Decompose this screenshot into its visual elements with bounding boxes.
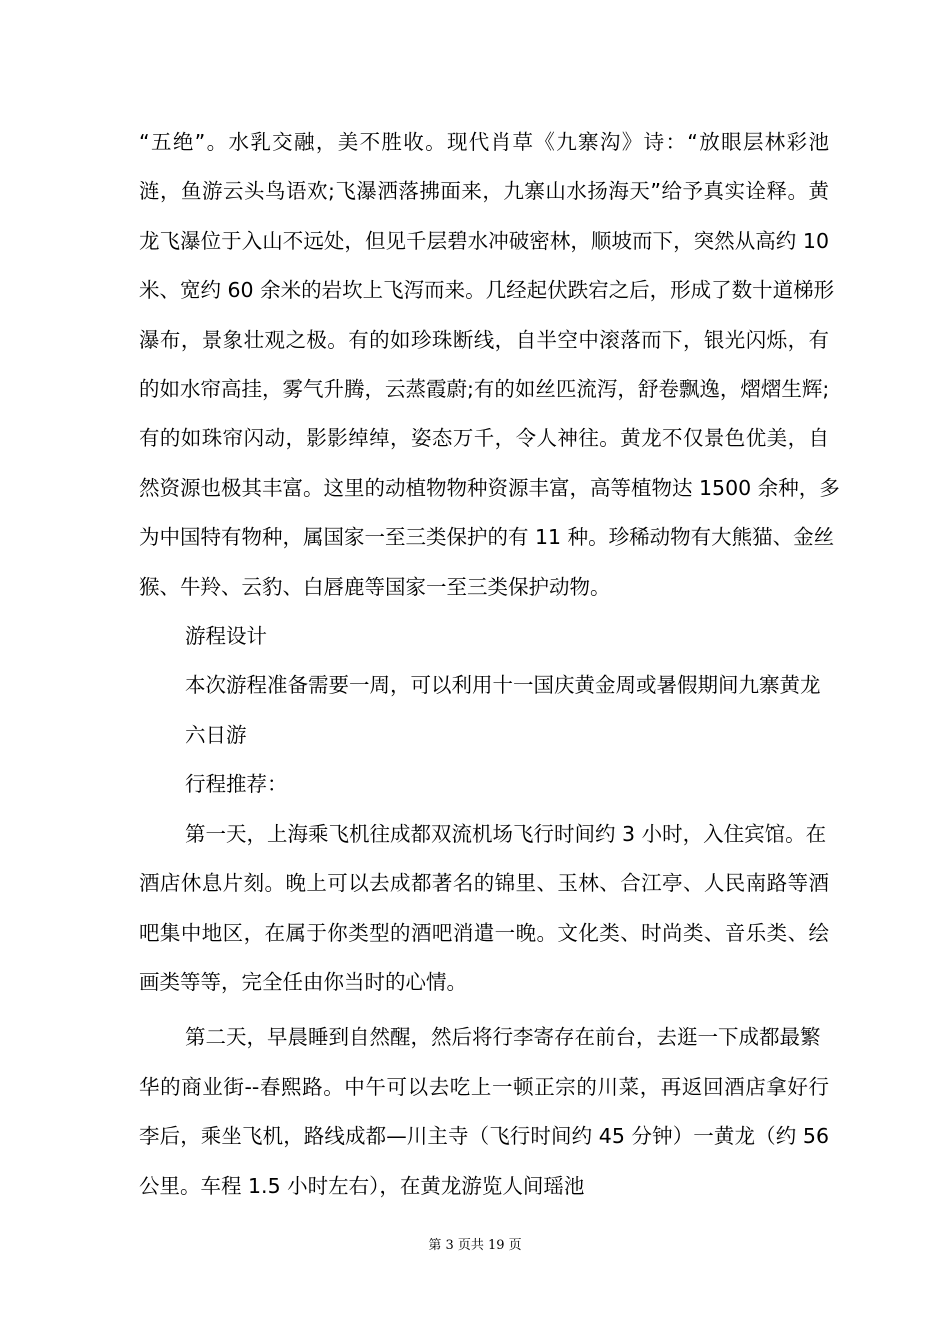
text-line: 有的如珠帘闪动，影影绰绰，姿态万千，令人神往。黄龙不仅景色优美，自 bbox=[139, 426, 829, 451]
text-line: 第二天，早晨睡到自然醒，然后将行李寄存在前台，去逛一下成都最繁 bbox=[185, 1025, 821, 1050]
document-body bbox=[139, 118, 840, 1211]
recommend-label bbox=[139, 760, 829, 809]
heading-text: 游程设计 bbox=[185, 624, 267, 649]
text-line: 酒店休息片刻。晚上可以去成都著名的锦里、玉林、合江亭、人民南路等酒 bbox=[139, 871, 829, 896]
paragraph-day-2 bbox=[139, 1013, 829, 1211]
text-line: 第一天，上海乘飞机往成都双流机场飞行时间约 3 小时，入住宾馆。在 bbox=[185, 821, 827, 846]
text-line: 公里。车程 1.5 小时左右），在黄龙游览人间瑶池 bbox=[139, 1173, 585, 1198]
text-line: 米、宽约 60 余米的岩坎上飞泻而来。几经起伏跌宕之后，形成了数十道梯形 bbox=[139, 278, 835, 303]
paragraph-huanglong-description bbox=[139, 118, 840, 612]
text-line: 华的商业街--春熙路。中午可以去吃上一顿正宗的川菜，再返回酒店拿好行 bbox=[139, 1074, 829, 1099]
text-line: “五绝”。水乳交融，美不胜收。现代肖草《九寨沟》诗：“放眼层林彩池 bbox=[139, 130, 829, 154]
text-line: 猴、牛羚、云豹、白唇鹿等国家一至三类保护动物。 bbox=[139, 574, 611, 599]
section-heading-itinerary bbox=[139, 612, 829, 661]
page-footer bbox=[0, 1234, 950, 1253]
text-line: 龙飞瀑位于入山不远处，但见千层碧水冲破密林，顺坡而下，突然从高约 10 bbox=[139, 228, 829, 253]
text-line: 然资源也极其丰富。这里的动植物物种资源丰富，高等植物达 1500 余种，多 bbox=[139, 475, 840, 500]
text-line: 李后，乘坐飞机，路线成都—川主寺（飞行时间约 45 分钟）一黄龙（约 56 bbox=[139, 1124, 829, 1149]
text-line: 为中国特有物种，属国家一至三类保护的有 11 种。珍稀动物有大熊猫、金丝 bbox=[139, 525, 835, 550]
page-number: 第 3 页共 19 页 bbox=[428, 1238, 522, 1253]
paragraph-intro bbox=[139, 661, 829, 760]
text-line: 的如水帘高挂，雾气升腾，云蒸霞蔚;有的如丝匹流泻，舒卷飘逸，熠熠生辉; bbox=[139, 377, 830, 402]
text-line: 画类等等，完全任由你当时的心情。 bbox=[139, 969, 467, 994]
text-line: 吧集中地区，在属于你类型的酒吧消遣一晚。文化类、时尚类、音乐类、绘 bbox=[139, 920, 829, 945]
paragraph-day-1 bbox=[139, 810, 829, 1008]
text-line: 瀑布，景象壮观之极。有的如珍珠断线，自半空中滚落而下，银光闪烁，有 bbox=[139, 327, 829, 352]
label-text: 行程推荐： bbox=[185, 772, 288, 797]
text-line: 本次游程准备需要一周，可以利用十一国庆黄金周或暑假期间九寨黄龙 bbox=[185, 673, 821, 698]
text-line: 六日游 bbox=[185, 722, 247, 747]
text-line: 涟，鱼游云头鸟语欢;飞瀑洒落拂面来，九寨山水扬海天”给予真实诠释。黄 bbox=[139, 179, 829, 204]
